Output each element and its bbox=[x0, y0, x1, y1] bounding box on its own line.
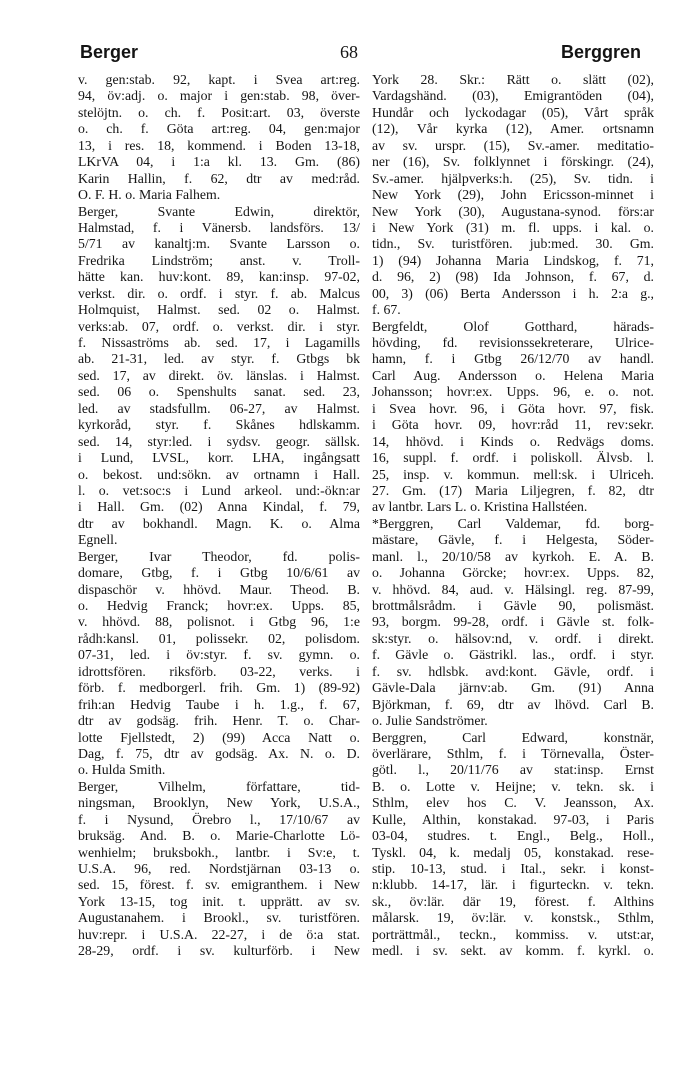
text-line: Holmquist, Halmst. sed. 02 o. Halmst. bbox=[78, 302, 360, 318]
text-line: kyrkoråd, styr. f. Skånes hdlskamm. bbox=[78, 417, 360, 433]
text-line: Hundår och lyckodagar (05), Vårt språk bbox=[372, 104, 654, 120]
text-line: York 13-15, tog init. t. upprätt. av sv. bbox=[78, 893, 360, 909]
text-line: 00, 3) (06) Berta Andersson i h. 2:a g., bbox=[372, 285, 654, 301]
text-line: huv:repr. i U.S.A. 22-27, i de ö:a stat. bbox=[78, 926, 360, 942]
text-line: lotte Fjellstedt, 2) (99) Acca Natt o. bbox=[78, 729, 360, 745]
running-head-right: Berggren bbox=[560, 42, 641, 62]
text-line: New York (30), Augustana-synod. förs:ar bbox=[372, 203, 654, 219]
text-line: dispaschör v. hhövd. Maur. Theod. B. bbox=[78, 581, 360, 597]
text-line: 03-04, studres. t. Engl., Belg., Holl., bbox=[372, 828, 654, 844]
text-line: Berger, Ivar Theodor, fd. polis- bbox=[78, 548, 360, 564]
text-line: i Göta hovr. 09, hovr:råd 11, rev:sekr. bbox=[372, 417, 654, 433]
text-line: stip. 10-13, stud. i Ital., sekr. i konst- bbox=[372, 861, 654, 876]
text-line: målarsk. 19, öv:lär. v. konstsk., Sthlm, bbox=[372, 910, 654, 926]
text-line: 5/71 av kanaltj:m. Svante Larsson o. bbox=[78, 236, 360, 252]
text-line: sed. 14, styr:led. i sydsv. geogr. sällsk. bbox=[78, 433, 360, 449]
text-line: hövding, fd. revisionssekreterare, Ulrice- bbox=[372, 335, 654, 350]
text-line: Egnell. bbox=[78, 532, 118, 548]
text-line: l. o. vet:soc:s i Lund arkeol. und:-ökn:ar bbox=[78, 482, 360, 498]
text-line: B. o. Lotte v. Heijne; v. tekn. sk. i bbox=[372, 778, 654, 794]
text-line: domare, Gtbg, f. i Gtbg 10/6/61 av bbox=[78, 565, 360, 581]
text-line: sed. 15, förest. f. sv. emigranthem. i New bbox=[78, 877, 360, 893]
text-line: o. Julie Sandströmer. bbox=[372, 713, 488, 729]
text-line: i Lund, LVSL, korr. LHA, ingångsatt bbox=[78, 450, 360, 466]
text-line: manl. l., 20/10/58 av kyrkoh. E. A. B. bbox=[372, 548, 654, 564]
text-line: v. gen:stab. 92, kapt. i Svea art:reg. bbox=[78, 72, 360, 87]
text-line: o. Hulda Smith. bbox=[78, 762, 166, 778]
text-line: Fredrika Lindström; anst. v. Troll- bbox=[78, 252, 360, 268]
text-line: n:klubb. 14-17, lär. i figurteckn. v. tekn. bbox=[372, 877, 654, 893]
text-line: rådh:kansl. 01, polissekr. 02, polisdom. bbox=[78, 630, 360, 646]
text-line: Kulle, Althin, konstakad. 97-03, i Paris bbox=[372, 811, 654, 827]
text-line: U.S.A. 96, red. Nordstjärnan 03-13 o. bbox=[78, 861, 360, 876]
text-line: 27. Gm. (17) Maria Liljegren, f. 82, dtr bbox=[372, 482, 654, 498]
left-text-column bbox=[78, 72, 360, 960]
text-line: Tyskl. 04, k. medalj 05, konstakad. rese- bbox=[372, 844, 654, 860]
text-line: ab. 21-31, led. av styr. f. Gtbgs bk bbox=[78, 351, 360, 367]
text-line: o. ch. f. Göta art:reg. 04, gen:major bbox=[78, 121, 360, 137]
text-line: brottmålsrådm. i Gävle 90, polismäst. bbox=[372, 598, 654, 613]
text-line: i Hall. Gm. (02) Anna Kindal, f. 79, bbox=[78, 499, 360, 515]
text-line: Vardagshänd. (03), Emigrantöden (04), bbox=[372, 88, 654, 104]
text-line: överlärare, Sthlm, f. i Törnevalla, Öster- bbox=[372, 745, 654, 761]
text-line: hamn, f. i Gtbg 26/12/70 av handl. bbox=[372, 351, 654, 367]
text-line: Berggren, Carl Edward, konstnär, bbox=[372, 729, 654, 745]
text-line: f. i Nysund, Örebro l., 17/10/67 av bbox=[78, 811, 360, 827]
text-line: sk:styr. o. hälsov:nd, v. ordf. i direkt. bbox=[372, 630, 654, 646]
running-head-left: Berger bbox=[80, 42, 139, 62]
text-line: 13, i res. 18, kommend. i Boden 13-18, bbox=[78, 137, 360, 153]
text-line: v. hhövd. 88, polisnot. i Gtbg 96, 1:e bbox=[78, 614, 360, 630]
text-line: verkst. dir. o. ordf. i styr. f. ab. Malcus bbox=[78, 285, 360, 301]
text-line: Sv.-amer. hjälpverks:h. (25), Sv. tidn. i bbox=[372, 170, 654, 186]
text-line: *Berggren, Carl Valdemar, fd. borg- bbox=[372, 515, 654, 531]
text-line: v. hhövd. 84, aud. v. Hälsingl. reg. 87-99, bbox=[372, 581, 654, 597]
text-line: Halmstad, f. i Vänersb. landsförs. 13/ bbox=[78, 219, 360, 235]
text-line: dtr av bokhandl. Magn. K. o. Alma bbox=[78, 515, 360, 531]
text-line: f. sv. hdlsbk. avd:kont. Gävle, ordf. i bbox=[372, 663, 654, 679]
text-line: 16, suppl. f. ordf. i poliskoll. Älvsb. l. bbox=[372, 450, 654, 466]
text-line: dtr av godsäg. frih. Henr. T. o. Char- bbox=[78, 713, 360, 729]
text-line: o. Hedvig Franck; hovr:ex. Upps. 85, bbox=[78, 598, 360, 613]
text-line: (12), Vår kyrka (12), Amer. ortsnamn bbox=[372, 121, 654, 137]
text-line: Bergfeldt, Olof Gotthard, härads- bbox=[372, 318, 654, 334]
text-line: sk., öv:lär. där 19, förest. f. Althins bbox=[372, 893, 654, 909]
text-line: Carl Aug. Andersson o. Helena Maria bbox=[372, 367, 654, 383]
text-line: f. 67. bbox=[372, 302, 401, 318]
text-line: O. F. H. o. Maria Falhem. bbox=[78, 187, 221, 203]
text-line: verks:ab. 07, ordf. o. verkst. dir. i styr. bbox=[78, 318, 360, 334]
text-line: ningsman, Brooklyn, New York, U.S.A., bbox=[78, 795, 360, 811]
text-line: bruksäg. And. B. o. Marie-Charlotte Lö- bbox=[78, 828, 360, 844]
text-line: Sthlm, elev hos C. V. Jeansson, Ax. bbox=[372, 795, 654, 811]
text-line: d. 96, 2) (98) Ida Johnson, f. 67, d. bbox=[372, 269, 654, 285]
text-line: mästare, Gävle, f. i Helgesta, Söder- bbox=[372, 532, 654, 548]
text-line: 93, borgm. 99-28, ordf. i Gävle st. folk- bbox=[372, 614, 654, 630]
text-line: porträttmål., teckn., kommiss. v. utst:ar, bbox=[372, 926, 654, 942]
text-line: sed. 06 o. Spenshults sanat. sed. 23, bbox=[78, 384, 360, 400]
text-line: av sv. urspr. (15), Sv.-amer. meditatio- bbox=[372, 137, 654, 153]
text-line: o. Johanna Görcke; hovr:ex. Upps. 82, bbox=[372, 565, 654, 581]
text-line: förb. f. medborgerl. frih. Gm. 1) (89-92) bbox=[78, 680, 360, 696]
text-line: York 28. Skr.: Rätt o. slätt (02), bbox=[372, 72, 654, 87]
text-line: sed. 17, av direkt. öv. länslas. i Halmst. bbox=[78, 367, 360, 383]
text-line: Berger, Vilhelm, författare, tid- bbox=[78, 778, 360, 794]
text-line: Johansson; hovr:ex. Upps. 96, e. o. not. bbox=[372, 384, 654, 400]
text-line: idrottsfören. riksförb. 03-22, verks. i bbox=[78, 663, 360, 679]
text-line: Björkman, f. 69, dtr av lhövd. Carl B. bbox=[372, 696, 654, 712]
text-line: götl. l., 20/11/76 av stat:insp. Ernst bbox=[372, 762, 654, 778]
page-number: 68 bbox=[340, 42, 358, 62]
text-line: 14, hhövd. i Kinds o. Redvägs doms. bbox=[372, 433, 654, 449]
right-text-column bbox=[372, 72, 654, 960]
text-line: New York (29), John Ericsson-minnet i bbox=[372, 187, 654, 203]
text-line: 94, öv:adj. o. major i gen:stab. 98, över- bbox=[78, 88, 360, 104]
text-line: i New York (31) m. fl. upps. i kal. o. bbox=[372, 219, 654, 235]
text-line: 25, insp. v. kommun. mell:sk. i Ulriceh. bbox=[372, 466, 654, 482]
text-line: wenhielm; bruksbokh., lantbr. i Sv:e, t. bbox=[78, 844, 360, 860]
text-line: o. bekost. und:sökn. av ortnamn i Hall. bbox=[78, 466, 360, 482]
text-line: 1) (94) Johanna Maria Lindskog, f. 71, bbox=[372, 252, 654, 268]
text-line: ner (16), Sv. folklynnet i förskingr. (24), bbox=[372, 154, 654, 170]
text-line: Dag, f. 75, dtr av godsäg. Ax. N. o. D. bbox=[78, 745, 360, 761]
text-line: Augustanahem. i Brookl., sv. turistfören. bbox=[78, 910, 360, 926]
text-line: f. Gävle o. Gästrikl. las., ordf. i styr. bbox=[372, 647, 654, 663]
text-line: stelöjtn. o. ch. f. Posit:art. 03, överste bbox=[78, 104, 360, 120]
text-line: 07-31, led. i öv:styr. f. sv. gymn. o. bbox=[78, 647, 360, 663]
text-line: hätte kan. huv:kont. 89, kan:insp. 97-02, bbox=[78, 269, 360, 285]
text-line: i Svea hovr. 96, i Göta hovr. 97, fisk. bbox=[372, 400, 654, 416]
text-line: av lantbr. Lars L. o. Kristina Hallstéen. bbox=[372, 499, 588, 515]
text-line: led. av stadsfullm. 06-27, av Halmst. bbox=[78, 400, 360, 416]
text-line: LKrVA 04, i 1:a kl. 13. Gm. (86) bbox=[78, 154, 360, 170]
text-line: f. Nissaströms ab. sed. 17, i Lagamills bbox=[78, 335, 360, 350]
text-line: tidn., Sv. turistfören. jub:med. 30. Gm. bbox=[372, 236, 654, 252]
text-line: Berger, Svante Edwin, direktör, bbox=[78, 203, 360, 219]
text-line: medl. i sv. sekt. av komm. f. kyrkl. o. bbox=[372, 943, 654, 959]
text-line: 28-29, ordf. i sv. kulturförb. i New bbox=[78, 943, 360, 959]
text-line: Gävle-Dala järnv:ab. Gm. (91) Anna bbox=[372, 680, 654, 696]
text-line: frih:an Hedvig Taube i h. 1.g., f. 67, bbox=[78, 696, 360, 712]
text-line: Karin Hallin, f. 62, dtr av med:råd. bbox=[78, 170, 360, 186]
